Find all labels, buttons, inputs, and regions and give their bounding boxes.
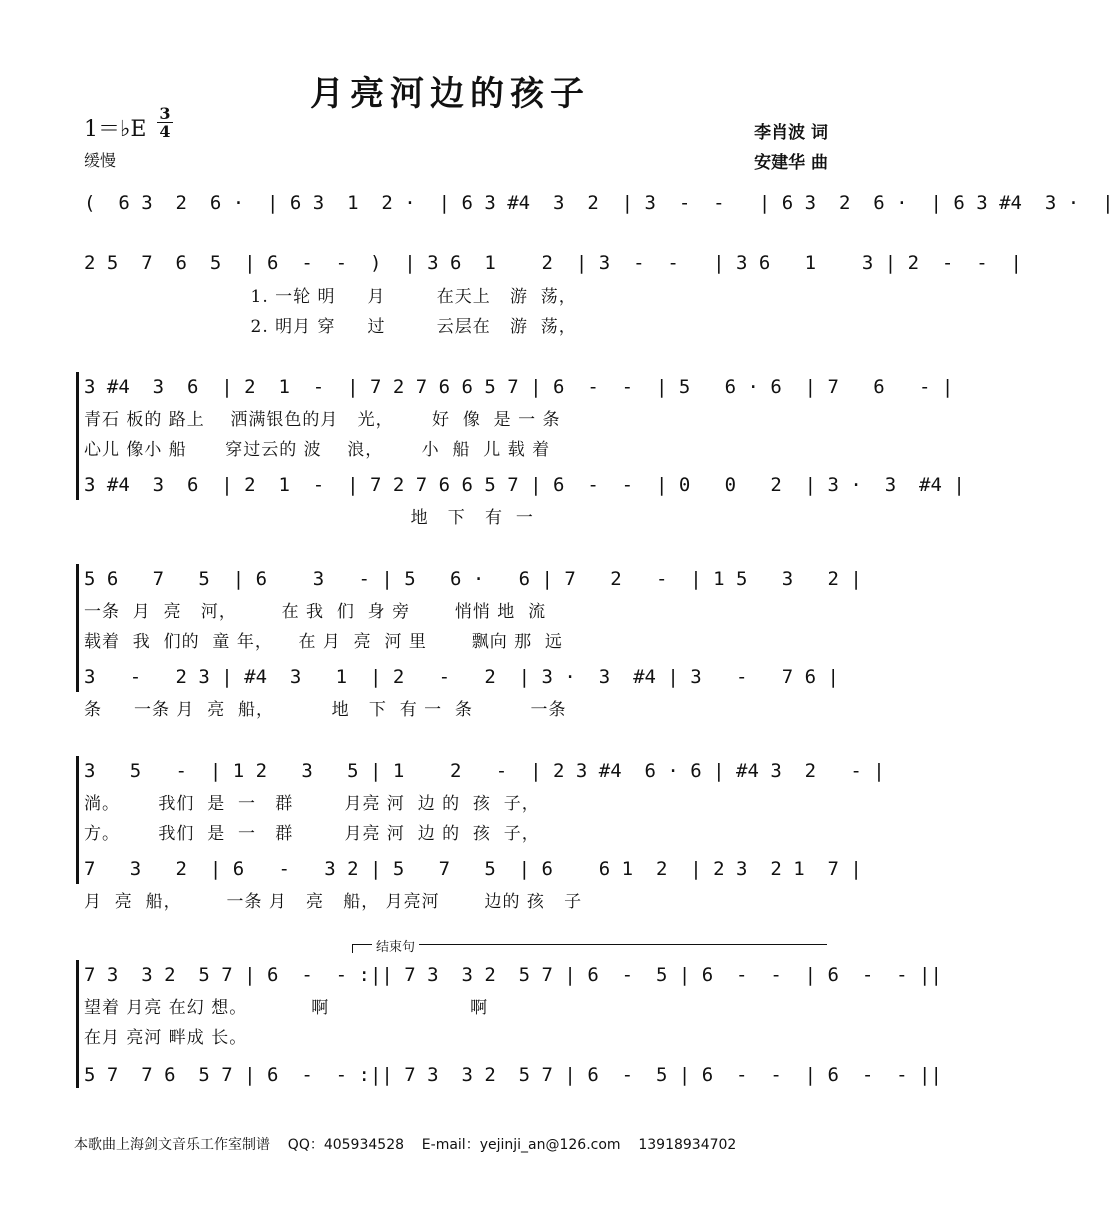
system-2-lower-lyric: 条 一条 月 亮 船， 地 下 有 一 条 一条 (84, 700, 567, 720)
system-3-upper-notes: 3 5 - | 1 2 3 5 | 1 2 - | 2 3 #4 6 · 6 | #4 3 2 - | (84, 760, 885, 782)
system-2-lower-notes: 3 - 2 3 | #4 3 1 | 2 - 2 | 3 · 3 #4 | 3 - 7 6 | (84, 666, 839, 688)
ending-bracket (352, 944, 827, 953)
system-4-lyric-a: 望着 月亮 在幻 想。 啊 啊 (84, 998, 489, 1018)
verse-2-lyric: 2. 明月 穿 过 云层在 游 荡， (84, 317, 577, 337)
system-3-lyric-b: 方。 我们 是 一 群 月亮 河 边 的 孩 子， (84, 824, 540, 844)
system-1-upper-notes: 3 #4 3 6 | 2 1 - | 7 2 7 6 6 5 7 | 6 - - | 5 6 · 6 | 7 6 - | (84, 376, 954, 398)
system-2-lyric-b: 载着 我 们的 童 年， 在 月 亮 河 里 飘向 那 远 (84, 632, 563, 652)
meter-top: 3 (159, 104, 171, 123)
composer-credit: 安建华 曲 (754, 153, 828, 173)
song-title: 月亮河边的孩子 (310, 74, 590, 114)
intro-notes-line-1: ( 6 3 2 6 · | 6 3 1 2 · | 6 3 #4 3 2 | 3 - - | 6 3 2 6 · | 6 3 #4 3 · | (84, 192, 1114, 214)
system-1-lower-lyric: 地 下 有 一 (84, 508, 534, 528)
key-signature: 1＝♭E (84, 117, 147, 142)
footer-credit: 本歌曲上海剑文音乐工作室制谱 QQ：405934528 E-mail：yejinji_an@126.com 13918934702 (74, 1137, 737, 1153)
lyricist-credit: 李肖波 词 (754, 123, 828, 143)
system-4-lower-notes: 5 7 7 6 5 7 | 6 - - :|| 7 3 3 2 5 7 | 6 - 5 | 6 - - | 6 - - || (84, 1064, 942, 1086)
system-2-lyric-a: 一条 月 亮 河， 在 我 们 身 旁 悄悄 地 流 (84, 602, 547, 622)
system-4-upper-notes: 7 3 3 2 5 7 | 6 - - :|| 7 3 3 2 5 7 | 6 - 5 | 6 - - | 6 - - || (84, 964, 942, 986)
system-4-lyric-b: 在月 亮河 畔成 长。 (84, 1028, 248, 1048)
system-3-lower-lyric: 月 亮 船， 一条 月 亮 船， 月亮河 边的 孩 子 (84, 892, 583, 912)
system-2-upper-notes: 5 6 7 5 | 6 3 - | 5 6 · 6 | 7 2 - | 1 5 3 2 | (84, 568, 862, 590)
intro-notes-line-2: 2 5 7 6 5 | 6 - - ) | 3 6 1 2 | 3 - - | 3 6 1 3 | 2 - - | (84, 252, 1022, 274)
system-1-lower-notes: 3 #4 3 6 | 2 1 - | 7 2 7 6 6 5 7 | 6 - - | 0 0 2 | 3 · 3 #4 | (84, 474, 965, 496)
system-3-lyric-a: 淌。 我们 是 一 群 月亮 河 边 的 孩 子， (84, 794, 540, 814)
ending-label: 结束句 (372, 936, 419, 955)
verse-1-lyric: 1. 一轮 明 月 在天上 游 荡， (84, 287, 577, 307)
system-1-lyric-a: 青石 板的 路上 洒满银色的月 光， 好 像 是 一 条 (84, 410, 561, 430)
meter-bottom: 4 (159, 122, 171, 141)
system-1-lyric-b: 心儿 像小 船 穿过云的 波 浪， 小 船 儿 载 着 (84, 440, 551, 460)
time-signature (157, 106, 173, 139)
system-3-lower-notes: 7 3 2 | 6 - 3 2 | 5 7 5 | 6 6 1 2 | 2 3 2 1 7 | (84, 858, 862, 880)
tempo-marking: 缓慢 (84, 151, 117, 170)
